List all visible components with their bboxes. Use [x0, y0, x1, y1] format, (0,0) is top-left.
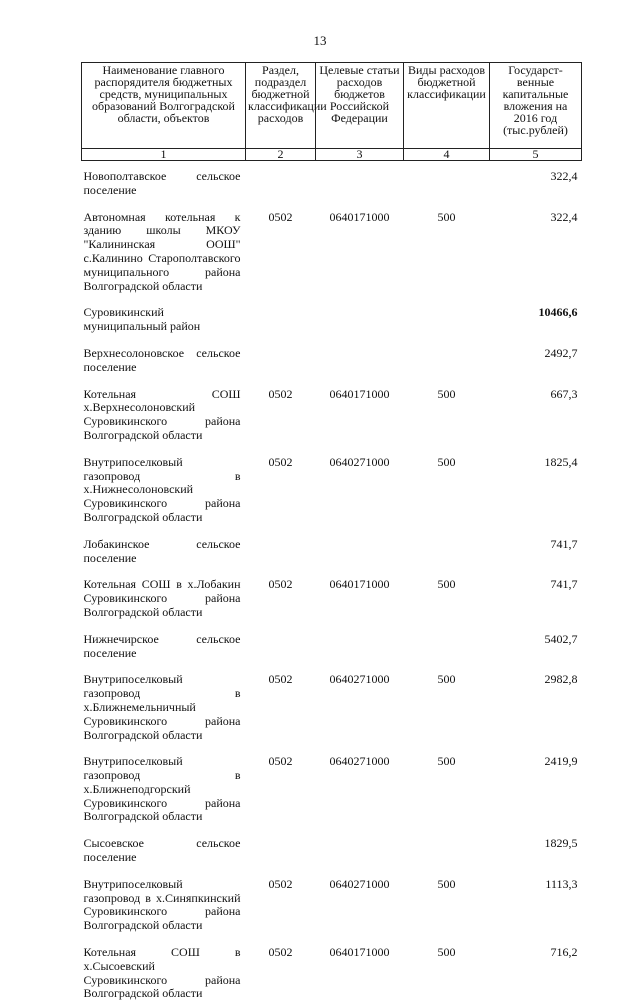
row-amount: 2982,8	[490, 660, 582, 742]
column-number: 3	[316, 149, 404, 161]
row-section: 0502	[246, 933, 316, 1001]
row-amount: 1825,4	[490, 443, 582, 525]
row-expense-type	[404, 525, 490, 566]
header-target-article: Целевые статьи расходов бюджетов Российской Федерации	[316, 63, 404, 149]
row-expense-type	[404, 824, 490, 865]
header-amount: Государст-венные капитальные вложения на 2016 год (тыс.рублей)	[490, 63, 582, 149]
row-expense-type: 500	[404, 660, 490, 742]
row-expense-type: 500	[404, 443, 490, 525]
row-section: 0502	[246, 375, 316, 443]
row-expense-type: 500	[404, 933, 490, 1001]
row-amount: 1113,3	[490, 865, 582, 933]
row-expense-type: 500	[404, 865, 490, 933]
row-name: Сысоевское сельское поселение	[82, 824, 246, 865]
row-section	[246, 525, 316, 566]
row-expense-type: 500	[404, 198, 490, 294]
row-section	[246, 293, 316, 334]
row-name: Суровикинский муниципальный район	[82, 293, 246, 334]
row-target-article	[316, 525, 404, 566]
row-name: Внутрипоселковый газопровод в х.Ближнемельничный Суровикинского района Волгоградской области	[82, 660, 246, 742]
row-name: Верхнесолоновское сельское поселение	[82, 334, 246, 375]
row-expense-type	[404, 334, 490, 375]
table-row	[82, 565, 582, 619]
row-amount: 2419,9	[490, 742, 582, 824]
table-row	[82, 824, 582, 865]
row-target-article	[316, 824, 404, 865]
table-row	[82, 525, 582, 566]
row-section: 0502	[246, 443, 316, 525]
row-expense-type	[404, 620, 490, 661]
table-row	[82, 375, 582, 443]
row-target-article	[316, 293, 404, 334]
row-expense-type: 500	[404, 375, 490, 443]
row-target-article: 0640271000	[316, 865, 404, 933]
row-name: Нижнечирское сельское поселение	[82, 620, 246, 661]
page-number: 13	[0, 33, 640, 49]
row-amount: 322,4	[490, 198, 582, 294]
row-section: 0502	[246, 565, 316, 619]
row-amount: 2492,7	[490, 334, 582, 375]
budget-table	[81, 62, 582, 1001]
column-number: 4	[404, 149, 490, 161]
row-target-article	[316, 161, 404, 198]
row-name: Лобакинское сельское поселение	[82, 525, 246, 566]
row-name: Котельная СОШ в х.Сысоевский Суровикинского района Волгоградской области	[82, 933, 246, 1001]
row-target-article	[316, 334, 404, 375]
row-name: Котельная СОШ в х.Лобакин Суровикинского района Волгоградской области	[82, 565, 246, 619]
row-amount: 322,4	[490, 161, 582, 198]
row-amount: 5402,7	[490, 620, 582, 661]
table-row	[82, 742, 582, 824]
row-target-article: 0640271000	[316, 742, 404, 824]
row-section	[246, 620, 316, 661]
row-section: 0502	[246, 660, 316, 742]
row-target-article: 0640171000	[316, 933, 404, 1001]
row-amount: 667,3	[490, 375, 582, 443]
row-section: 0502	[246, 198, 316, 294]
table-body	[82, 161, 582, 1001]
column-number: 5	[490, 149, 582, 161]
header-expense-type: Виды расходов бюджетной классификации	[404, 63, 490, 149]
row-name: Автономная котельная к зданию школы МКОУ "Калининская ООШ" с.Калинино Старополтавского муниципального района Волгоградской области	[82, 198, 246, 294]
table-row	[82, 443, 582, 525]
column-number: 2	[246, 149, 316, 161]
row-target-article: 0640271000	[316, 660, 404, 742]
row-target-article: 0640171000	[316, 375, 404, 443]
row-expense-type	[404, 161, 490, 198]
row-amount: 741,7	[490, 565, 582, 619]
row-amount: 716,2	[490, 933, 582, 1001]
row-name: Внутрипоселковый газопровод в х.Синяпкинский Суровикинского района Волгоградской области	[82, 865, 246, 933]
row-section	[246, 161, 316, 198]
header-section: Раздел, подраздел бюджетной классификации расходов	[246, 63, 316, 149]
row-target-article	[316, 620, 404, 661]
row-section: 0502	[246, 742, 316, 824]
table-row	[82, 334, 582, 375]
table-row	[82, 620, 582, 661]
header-name: Наименование главного распорядителя бюджетных средств, муниципальных образований Волгоградской области, объектов	[82, 63, 246, 149]
row-amount: 741,7	[490, 525, 582, 566]
column-number: 1	[82, 149, 246, 161]
row-name: Котельная СОШ х.Верхнесолоновский Суровикинского района Волгоградской области	[82, 375, 246, 443]
row-amount: 1829,5	[490, 824, 582, 865]
row-name: Внутрипоселковый газопровод в х.Нижнесолоновский Суровикинского района Волгоградской области	[82, 443, 246, 525]
row-target-article: 0640171000	[316, 565, 404, 619]
table-header	[82, 63, 582, 161]
table-row	[82, 198, 582, 294]
row-expense-type: 500	[404, 565, 490, 619]
table-row	[82, 161, 582, 198]
row-target-article: 0640171000	[316, 198, 404, 294]
table-row	[82, 660, 582, 742]
row-section	[246, 824, 316, 865]
row-section: 0502	[246, 865, 316, 933]
row-section	[246, 334, 316, 375]
row-expense-type	[404, 293, 490, 334]
row-amount: 10466,6	[490, 293, 582, 334]
row-name: Новополтавское сельское поселение	[82, 161, 246, 198]
table-row	[82, 293, 582, 334]
column-number-row	[82, 149, 582, 161]
row-name: Внутрипоселковый газопровод в х.Ближнеподгорский Суровикинского района Волгоградской области	[82, 742, 246, 824]
table-row	[82, 865, 582, 933]
row-expense-type: 500	[404, 742, 490, 824]
table-row	[82, 933, 582, 1001]
row-target-article: 0640271000	[316, 443, 404, 525]
